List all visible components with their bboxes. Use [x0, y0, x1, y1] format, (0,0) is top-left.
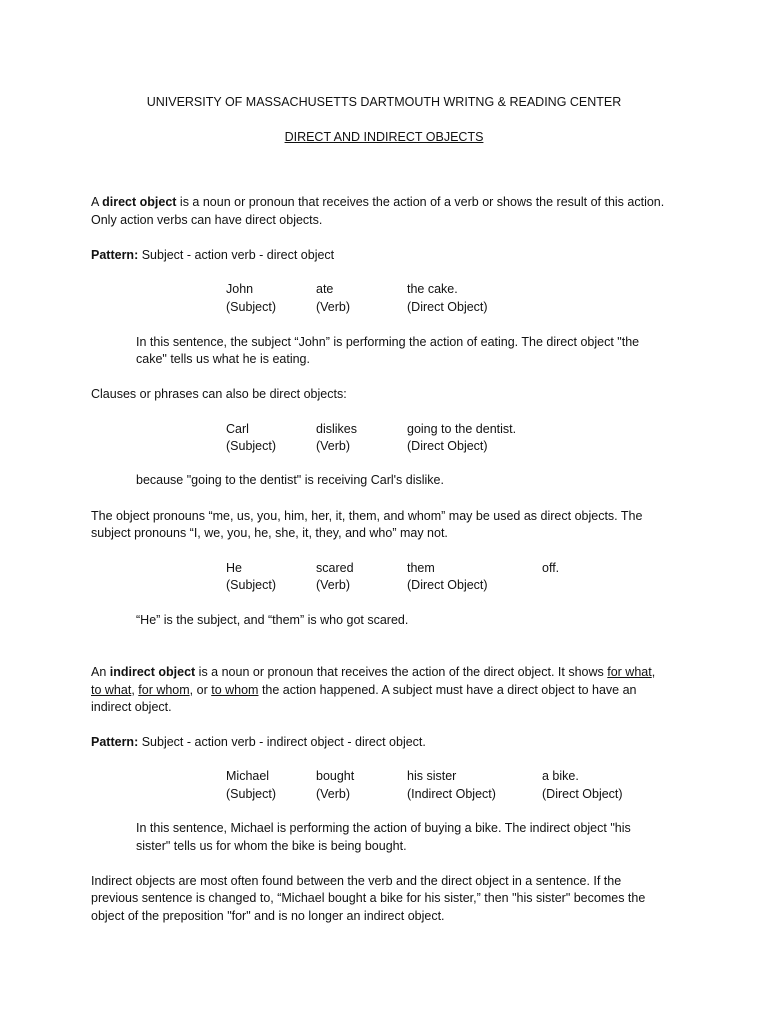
indirect-definition-line-2: [91, 682, 637, 699]
direct-definition-line-1: [91, 194, 664, 211]
example2-subject-label: (Subject): [226, 439, 277, 453]
example2-verb: dislikes: [316, 422, 357, 436]
final-paragraph-line-3: object of the preposition "for" and is no longer an indirect object.: [91, 909, 445, 923]
to-what-underlined: to what: [91, 683, 132, 697]
text: is a noun or pronoun that receives the action of a verb or shows the result of this action.: [176, 195, 665, 209]
pattern-label: Pattern:: [91, 735, 139, 749]
example2-note: because "going to the dentist" is receiving Carl's dislike.: [136, 473, 444, 487]
for-what-underlined: for what: [607, 665, 652, 679]
example4-verb: bought: [316, 769, 355, 783]
example4-indirect-object-label: (Indirect Object): [407, 787, 496, 801]
example4-subject-label: (Subject): [226, 787, 277, 801]
text: the action happened. A subject must have a direct object to have an: [258, 683, 637, 697]
example2-object-label: (Direct Object): [407, 439, 488, 453]
example2-verb-label: (Verb): [316, 439, 351, 453]
example1-verb: ate: [316, 282, 334, 296]
page-title: DIRECT AND INDIRECT OBJECTS: [284, 130, 484, 144]
example2-object: going to the dentist.: [407, 422, 517, 436]
example1-object-label: (Direct Object): [407, 300, 488, 314]
to-whom-underlined: to whom: [211, 683, 259, 697]
text: , or: [189, 683, 212, 697]
pattern-text: Subject - action verb - direct object: [138, 248, 335, 262]
direct-definition-line-2: Only action verbs can have direct objects.: [91, 213, 323, 227]
example3-object-label: (Direct Object): [407, 578, 488, 592]
example4-indirect-object: his sister: [407, 769, 457, 783]
example4-direct-object-label: (Direct Object): [542, 787, 623, 801]
indirect-definition-line-1: [91, 664, 655, 681]
text: An: [91, 665, 110, 679]
example3-verb-label: (Verb): [316, 578, 351, 592]
example4-note-line-1: In this sentence, Michael is performing the action of buying a bike. The indirect object "his: [136, 821, 631, 835]
direct-pattern: [91, 247, 334, 264]
indirect-pattern: [91, 734, 426, 751]
example3-subject: He: [226, 561, 242, 575]
example3-particle: off.: [542, 561, 560, 575]
example4-subject: Michael: [226, 769, 270, 783]
example1-subject-label: (Subject): [226, 300, 277, 314]
text: is a noun or pronoun that receives the action of the direct object. It shows: [195, 665, 608, 679]
clauses-text: Clauses or phrases can also be direct objects:: [91, 387, 347, 401]
direct-object-term: direct object: [102, 195, 177, 209]
example3-note: “He” is the subject, and “them” is who got scared.: [136, 613, 409, 627]
example4-note-line-2: sister" tells us for whom the bike is being bought.: [136, 839, 407, 853]
text: ,: [651, 665, 656, 679]
pattern-label: Pattern:: [91, 248, 139, 262]
indirect-definition-line-3: indirect object.: [91, 700, 172, 714]
example4-verb-label: (Verb): [316, 787, 351, 801]
pattern-text: Subject - action verb - indirect object - direct object.: [138, 735, 426, 749]
example2-subject: Carl: [226, 422, 249, 436]
example3-object: them: [407, 561, 435, 575]
indirect-object-term: indirect object: [109, 665, 196, 679]
for-whom-underlined: for whom: [138, 683, 190, 697]
pronouns-line-1: The object pronouns “me, us, you, him, her, it, them, and whom” may be used as direct objects. The: [91, 509, 643, 523]
institution-heading: UNIVERSITY OF MASSACHUSETTS DARTMOUTH WRITNG & READING CENTER: [146, 95, 622, 109]
example1-verb-label: (Verb): [316, 300, 351, 314]
example1-note-line-2: cake" tells us what he is eating.: [136, 352, 310, 366]
example1-object: the cake.: [407, 282, 458, 296]
example1-subject: John: [226, 282, 254, 296]
text: A: [91, 195, 103, 209]
text: ,: [131, 683, 139, 697]
pronouns-line-2: subject pronouns “I, we, you, he, she, it, they, and who” may not.: [91, 526, 448, 540]
example3-subject-label: (Subject): [226, 578, 277, 592]
example3-verb: scared: [316, 561, 354, 575]
example1-note-line-1: In this sentence, the subject “John” is performing the action of eating. The direct object "the: [136, 335, 640, 349]
final-paragraph-line-2: previous sentence is changed to, “Michael bought a bike for his sister,” then "his sister" becomes the: [91, 891, 646, 905]
final-paragraph-line-1: Indirect objects are most often found between the verb and the direct object in a sentence. If the: [91, 874, 622, 888]
example4-direct-object: a bike.: [542, 769, 579, 783]
